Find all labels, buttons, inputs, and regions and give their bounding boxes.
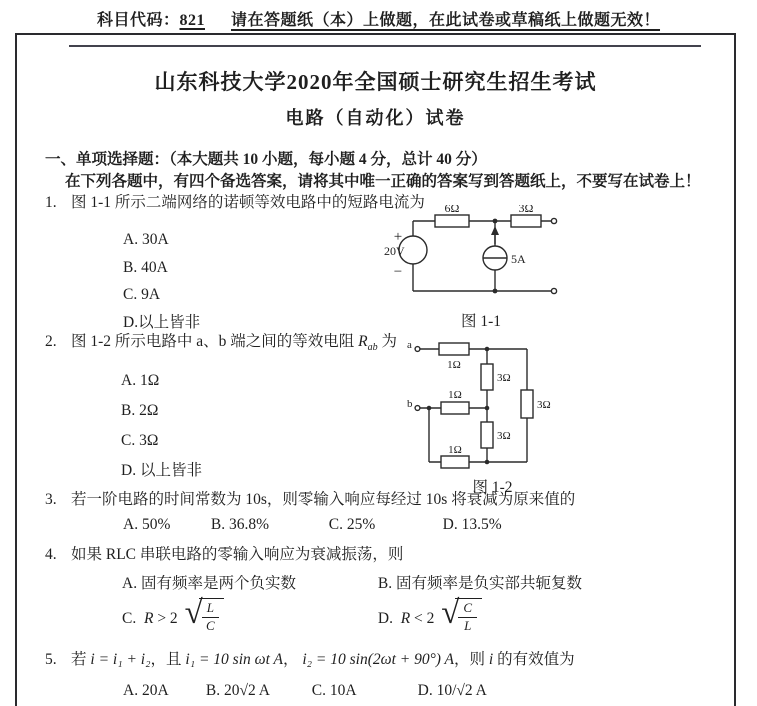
- question-2-text-pre: 图 1-2 所示电路中 a、b 端之间的等效电阻: [71, 333, 359, 350]
- question-5: [45, 647, 575, 669]
- q1-option-c: C. 9A: [123, 286, 161, 303]
- q2-option-b: B. 2Ω: [121, 402, 159, 419]
- resistor-1ohm-mid-label: 1Ω: [448, 389, 462, 401]
- paper-subtitle: 电路（自动化）试卷: [285, 108, 466, 128]
- q1-option-a: A. 30A: [123, 231, 169, 248]
- resistor-3ohm-right-label: 3Ω: [537, 399, 551, 411]
- q4-option-d-numerator: C: [458, 601, 477, 618]
- question-2-subscript: ab: [367, 342, 378, 354]
- question-2: [45, 329, 397, 353]
- q3-option-b: B. 36.8%: [210, 516, 269, 533]
- current-source-label: 5A: [511, 252, 526, 266]
- q4-option-c-variable: R: [143, 610, 154, 627]
- question-3-text: 若一阶电路的时间常数为 10s，则零输入响应每经过 10s 将衰减为原来值的: [71, 491, 576, 508]
- subject-code-label: 科目代码：: [96, 12, 180, 29]
- question-4-number: 4.: [45, 546, 57, 563]
- q1-option-b: B. 40A: [123, 258, 168, 276]
- section-heading: 一、单项选择题：（本大题共 10 小题，每小题 4 分，总计 40 分）: [45, 151, 487, 168]
- voltage-source-label: 20V: [384, 244, 405, 258]
- resistor-1ohm-top-label: 1Ω: [447, 359, 461, 371]
- section-instruction: 在下列各题中，有四个备选答案，请将其中唯一正确的答案写到答题纸上，不要写在试卷上！: [65, 173, 701, 190]
- voltage-minus-sign: −: [393, 264, 403, 280]
- q5-text-p3: ，: [282, 651, 303, 668]
- q4-option-b: B. 固有频率是负实部共轭复数: [377, 575, 582, 592]
- subject-code-value: 821: [179, 12, 205, 29]
- q5-math-4: i: [488, 651, 494, 668]
- voltage-plus-sign: +: [393, 229, 403, 245]
- q3-option-a: A. 50%: [123, 516, 171, 533]
- q5-math-2: i₁ = 10 sin ωt A: [185, 651, 283, 668]
- q4-option-d-label: D.: [377, 610, 393, 627]
- question-4-text: 如果 RLC 串联电路的零输入响应为衰减振荡，则: [71, 546, 404, 563]
- resistor-3ohm-bottom-label: 3Ω: [497, 430, 511, 442]
- circuit-diagram-1-2: [405, 336, 580, 473]
- q5-option-d: D. 10/√2 A: [417, 682, 487, 699]
- question-2-number: 2.: [45, 333, 57, 350]
- circuit-diagram-1-1: [383, 205, 579, 307]
- q5-option-b: B. 20√2 A: [205, 682, 270, 699]
- question-4: [45, 542, 403, 564]
- q5-text-p4: ，则: [454, 651, 489, 668]
- q4-option-c-numerator: L: [202, 601, 219, 618]
- q5-option-c: C. 10A: [311, 682, 357, 699]
- terminal-a-label: a: [407, 339, 412, 351]
- q1-option-d: D.以上皆非: [123, 313, 201, 331]
- resistor-6ohm-label: 6Ω: [444, 205, 460, 215]
- q4-option-d-relation: < 2: [410, 610, 435, 627]
- q5-text-p1: 若: [71, 651, 91, 668]
- q5-text-p5: 的有效值为: [493, 651, 575, 668]
- paper-frame: [15, 33, 736, 706]
- q4-option-d: [378, 595, 482, 634]
- sqrt-glyph: √: [441, 595, 460, 631]
- q4-option-c-denominator: C: [205, 617, 215, 633]
- figure-1-2-caption: 图 1-2: [472, 479, 513, 496]
- q4-option-c-label: C.: [122, 610, 137, 627]
- question-2-text-post: 为: [377, 333, 398, 350]
- question-1-text: 图 1-1 所示二端网络的诺顿等效电路中的短路电流为: [71, 194, 425, 211]
- radical-sign: [185, 595, 224, 634]
- question-5-number: 5.: [45, 651, 57, 668]
- q3-option-d: D. 13.5%: [442, 516, 502, 533]
- q4-option-c: [122, 595, 374, 634]
- question-2-options: [121, 366, 202, 486]
- q3-option-c: C. 25%: [328, 516, 376, 533]
- q4-option-d-variable: R: [400, 610, 411, 627]
- question-2-variable: R: [358, 333, 368, 350]
- radical-sign: [441, 595, 482, 634]
- question-3-options: [123, 516, 502, 534]
- figure-1-2: [405, 336, 580, 497]
- figure-1-1: [383, 205, 579, 331]
- question-1-options: [123, 226, 200, 336]
- question-1-number: 1.: [45, 194, 57, 211]
- question-4-options-row-1: [122, 571, 582, 593]
- question-1: [45, 190, 425, 212]
- paper-title: 山东科技大学2020年全国硕士研究生招生考试: [154, 70, 597, 94]
- page-header: [0, 7, 757, 30]
- question-3: [45, 487, 575, 509]
- question-4-options-row-2: [122, 595, 482, 634]
- top-rule: [69, 45, 701, 47]
- q4-option-d-denominator: L: [464, 617, 472, 633]
- q5-math-3: i₂ = 10 sin(2ωt + 90°) A: [302, 651, 455, 668]
- question-5-options: [123, 682, 487, 700]
- q5-text-p2: ，且: [150, 651, 186, 668]
- q5-option-a: A. 20A: [123, 682, 169, 699]
- q5-math-1: i = i₁ + i₂: [90, 651, 151, 668]
- q4-option-c-relation: > 2: [153, 610, 178, 627]
- q4-option-a: A. 固有频率是两个负实数: [122, 575, 296, 592]
- q2-option-c: C. 3Ω: [121, 432, 159, 449]
- exam-notice: 请在答题纸（本）上做题，在此试卷或草稿纸上做题无效！: [231, 12, 661, 29]
- terminal-b-label: b: [407, 398, 413, 410]
- question-3-number: 3.: [45, 491, 57, 508]
- resistor-3ohm-label: 3Ω: [518, 205, 534, 215]
- q2-option-d: D. 以上皆非: [121, 462, 202, 479]
- figure-1-1-caption: 图 1-1: [460, 313, 502, 330]
- resistor-1ohm-bottom-label: 1Ω: [448, 444, 462, 456]
- resistor-3ohm-top-label: 3Ω: [497, 372, 511, 384]
- q2-option-a: A. 1Ω: [121, 372, 160, 389]
- sqrt-glyph: √: [184, 595, 203, 631]
